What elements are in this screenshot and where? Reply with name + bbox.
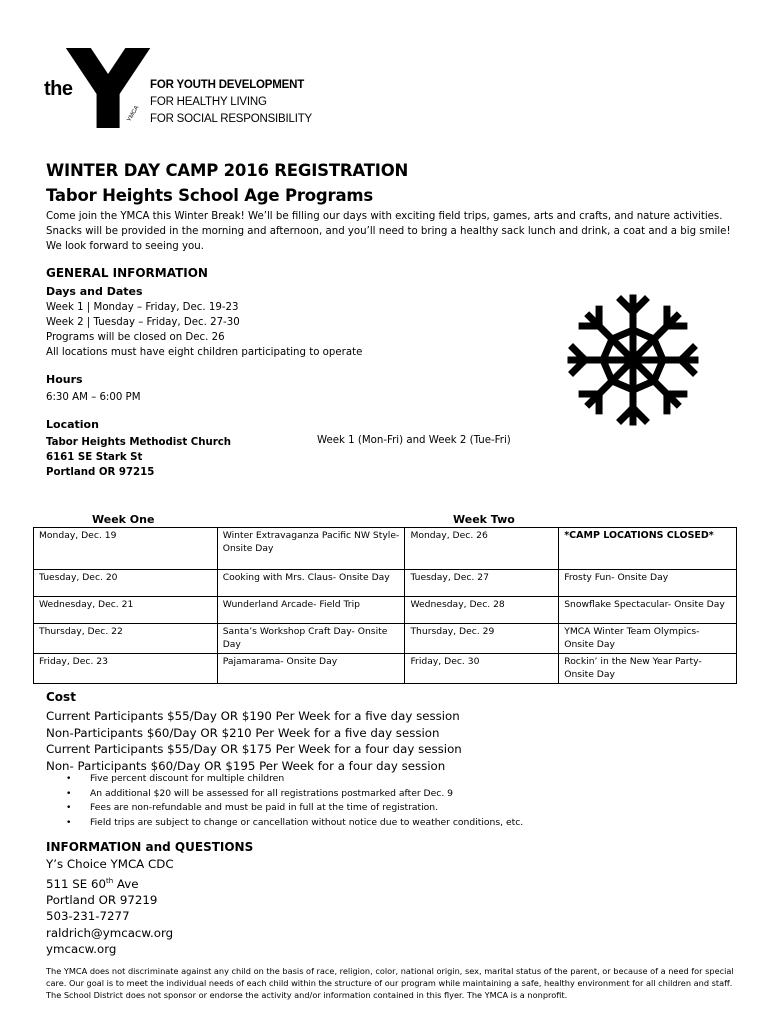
week-two-activity: Frosty Fun- Onsite Day xyxy=(559,570,737,597)
week-one-date: Friday, Dec. 23 xyxy=(34,654,218,684)
cost-notes xyxy=(46,772,523,830)
location-line: 6161 SE Stark St xyxy=(46,452,143,463)
list-item: • Fees are non-refundable and must be paid in full at the time of registration. xyxy=(46,801,523,816)
list-item: • An additional $20 will be assessed for all registrations postmarked after Dec. 9 xyxy=(46,787,523,802)
logo-the-text: the xyxy=(44,78,73,100)
cost-list xyxy=(46,708,462,774)
week-one-activity: Santa’s Workshop Craft Day- Onsite Day xyxy=(217,624,405,654)
tagline-line-3: FOR SOCIAL RESPONSIBILITY xyxy=(150,113,313,125)
location-address xyxy=(46,435,231,480)
cost-line: Non-Participants $60/Day OR $210 Per Week for a five day session xyxy=(46,725,440,740)
week-one-activity: Pajamarama- Onsite Day xyxy=(217,654,405,684)
dates-line: All locations must have eight children participating to operate xyxy=(46,347,363,358)
week-one-date: Tuesday, Dec. 20 xyxy=(34,570,218,597)
tagline-line-1: FOR YOUTH DEVELOPMENT xyxy=(150,79,305,91)
week-two-date: Wednesday, Dec. 28 xyxy=(405,597,559,624)
week-two-activity: Snowflake Spectacular- Onsite Day xyxy=(559,597,737,624)
week-one-date: Wednesday, Dec. 21 xyxy=(34,597,218,624)
location-line: Tabor Heights Methodist Church xyxy=(46,437,232,448)
city-line: Portland OR 97219 xyxy=(46,892,158,907)
intro-paragraph: Come join the YMCA this Winter Break! We’ll be filling our days with exciting field trips, games, arts and crafts, and nature activities. Snacks will be provided in the morning and afternoon, and you’ll need to bring a healthy sack lunch and drink, a coat and a big smile! We look forward to seeing you. xyxy=(46,211,731,252)
week-one-date: Monday, Dec. 19 xyxy=(34,528,218,570)
tagline-line-2: FOR HEALTHY LIVING xyxy=(150,96,267,108)
page-subtitle: Tabor Heights School Age Programs xyxy=(46,186,374,205)
table-row xyxy=(34,570,737,597)
table-row xyxy=(34,654,737,684)
week-two-activity: *CAMP LOCATIONS CLOSED* xyxy=(559,528,737,570)
hours-heading: Hours xyxy=(46,373,83,386)
website: ymcacw.org xyxy=(46,942,117,957)
street-address: 511 SE 60th Ave xyxy=(46,876,139,891)
dates-list xyxy=(46,300,362,360)
cost-line: Current Participants $55/Day OR $175 Per Week for a four day session xyxy=(46,742,462,756)
table-row xyxy=(34,597,737,624)
week-one-date: Thursday, Dec. 22 xyxy=(34,624,218,654)
general-info-heading: GENERAL INFORMATION xyxy=(46,266,208,280)
ymca-logo xyxy=(44,44,154,132)
list-item: • Five percent discount for multiple children xyxy=(46,772,523,787)
week-two-date: Friday, Dec. 30 xyxy=(405,654,559,684)
cost-line: Current Participants $55/Day OR $190 Per Week for a five day session xyxy=(46,709,460,723)
nondiscrimination-footer: The YMCA does not discriminate against any child on the basis of race, religion, color, national origin, sex, marital status of the parent, or because of a need for special care. Our goal is to meet the individual needs of each child within the structure of our program while maintaining a safe, healthy environment for all children and staff. The School District does not sponsor or endorse the activity and/or information contained in this flyer. The YMCA is a nonprofit. xyxy=(46,966,734,1000)
cost-line: Non- Participants $60/Day OR $195 Per Week for a four day session xyxy=(46,758,446,773)
ymca-y-icon xyxy=(66,44,154,130)
org-name: Y’s Choice YMCA CDC xyxy=(46,857,174,871)
week-one-activity: Winter Extravaganza Pacific NW Style- Onsite Day xyxy=(217,528,405,570)
week-two-date: Thursday, Dec. 29 xyxy=(405,624,559,654)
week-two-activity: YMCA Winter Team Olympics- Onsite Day xyxy=(559,624,737,654)
week-two-date: Monday, Dec. 26 xyxy=(405,528,559,570)
week-one-activity: Wunderland Arcade- Field Trip xyxy=(217,597,405,624)
week-two-date: Tuesday, Dec. 27 xyxy=(405,570,559,597)
table-row xyxy=(34,528,737,570)
snowflake-icon xyxy=(565,292,701,428)
email-address: raldrich@ymcacw.org xyxy=(46,925,174,940)
dates-line: Programs will be closed on Dec. 26 xyxy=(46,332,225,343)
week-one-activity: Cooking with Mrs. Claus- Onsite Day xyxy=(217,570,405,597)
location-weeks: Week 1 (Mon-Fri) and Week 2 (Tue-Fri) xyxy=(317,435,511,446)
phone-number: 503-231-7277 xyxy=(46,909,130,924)
table-row xyxy=(34,624,737,654)
info-heading: INFORMATION and QUESTIONS xyxy=(46,840,254,854)
week-one-label: Week One xyxy=(92,513,155,526)
location-heading: Location xyxy=(46,418,99,431)
schedule-table xyxy=(33,527,737,684)
cost-heading: Cost xyxy=(46,690,76,704)
dates-line: Week 2 | Tuesday – Friday, Dec. 27-30 xyxy=(46,317,240,328)
location-line: Portland OR 97215 xyxy=(46,467,155,478)
week-two-label: Week Two xyxy=(453,513,515,526)
dates-heading: Days and Dates xyxy=(46,285,143,298)
week-two-activity: Rockin’ in the New Year Party- Onsite Day xyxy=(559,654,737,684)
dates-line: Week 1 | Monday – Friday, Dec. 19-23 xyxy=(46,302,239,313)
page-title: WINTER DAY CAMP 2016 REGISTRATION xyxy=(46,161,409,180)
logo-tagline xyxy=(150,77,312,128)
hours-value: 6:30 AM – 6:00 PM xyxy=(46,392,141,403)
logo-ymca-text: YMCA xyxy=(126,104,141,123)
list-item: • Field trips are subject to change or cancellation without notice due to weather conditions, etc. xyxy=(46,816,523,831)
contact-info xyxy=(46,856,174,958)
